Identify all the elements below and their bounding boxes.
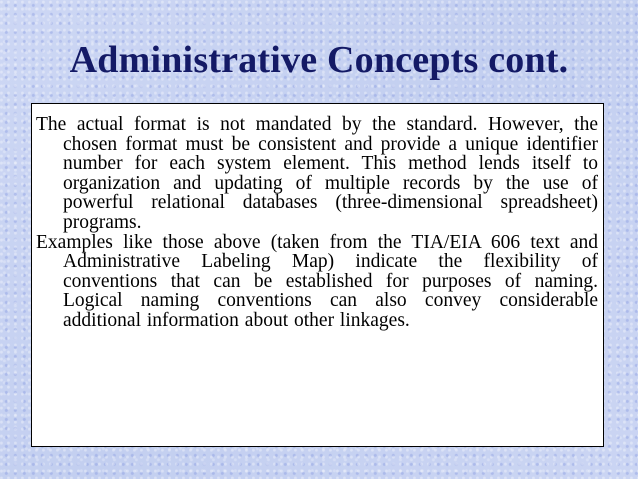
paragraph-naming-examples: Examples like those above (taken from the TIA/EIA 606 text and Administrative Labeling Map) indicate the flexibility of conventions that can be established for purposes of naming. Logical naming conventions can also convey considerable additional information about other linkages. <box>36 231 598 331</box>
slide-title: Administrative Concepts cont. <box>69 39 569 81</box>
content-box <box>31 103 604 447</box>
paragraph-format-note: The actual format is not mandated by the standard. However, the chosen format must be consistent and provide a unique identifier number for each system element. This method lends itself to organization and updating of multiple records by the use of powerful relational databases (three-dimensional spreadsheet) programs. <box>36 114 598 233</box>
